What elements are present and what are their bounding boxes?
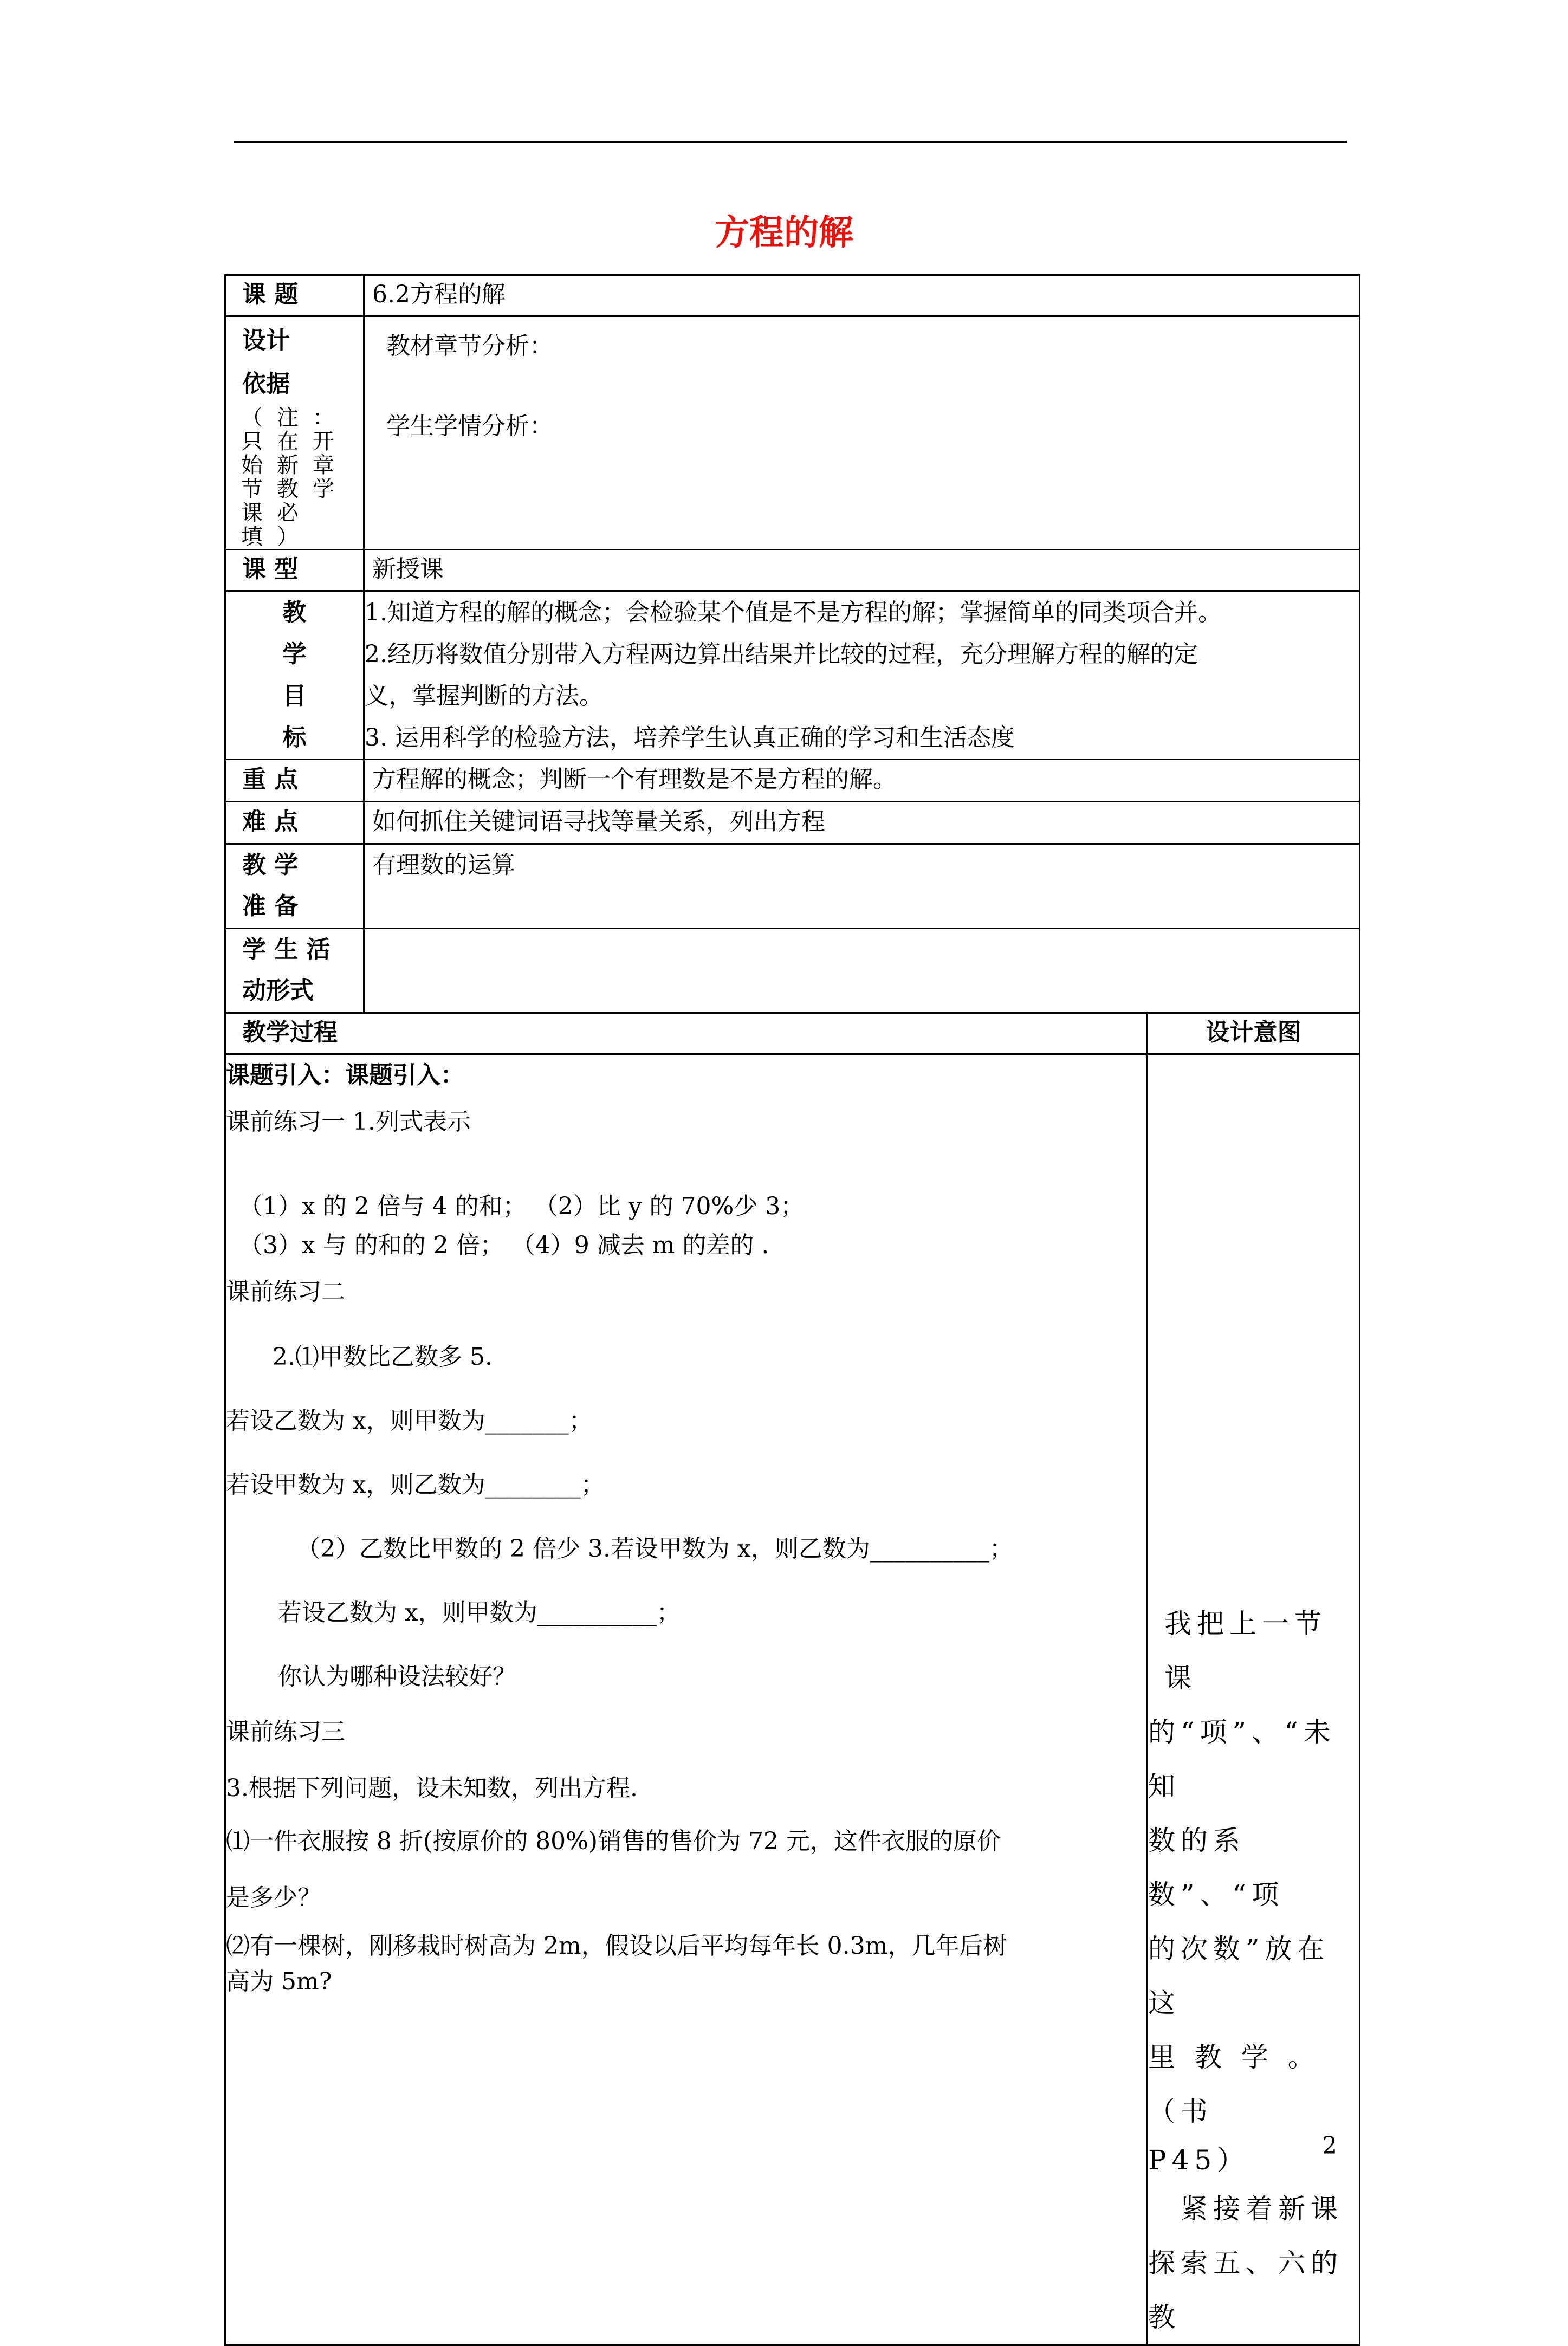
process-line: 3.根据下列问题，设未知数，列出方程. bbox=[226, 1774, 638, 1802]
intent-line: P45） bbox=[1148, 2144, 1250, 2176]
difficulty-value: 如何抓住关键词语寻找等量关系，列出方程 bbox=[364, 802, 1360, 844]
design-basis-label-cell bbox=[225, 316, 364, 550]
intent-line: 的次数”放在这 bbox=[1148, 1933, 1330, 2019]
preparation-value: 有理数的运算 bbox=[364, 844, 1360, 929]
process-line: 若设乙数为 x，则甲数为__________； bbox=[278, 1599, 681, 1626]
document-title: 方程的解 bbox=[715, 213, 853, 253]
goal-line: 2.经历将数值分别带入方程两边算出结果并比较的过程，充分理解方程的解的定 bbox=[365, 640, 1198, 668]
process-line: 是多少？ bbox=[226, 1884, 321, 1911]
goals-label: 教 学 目 标 bbox=[225, 591, 364, 760]
preparation-label: 教 学 准 备 bbox=[225, 844, 364, 929]
process-line: ⑵有一棵树，刚移栽时树高为 2m，假设以后平均每年长 0.3m，几年后树 bbox=[226, 1932, 1007, 1960]
key-point-label: 重 点 bbox=[225, 760, 364, 802]
intent-line: 数的系数”、“项 bbox=[1148, 1825, 1285, 1910]
goal-line: 3. 运用科学的检验方法，培养学生认真正确的学习和生活态度 bbox=[365, 724, 1015, 751]
process-line: 高为 5m? bbox=[226, 1968, 332, 1995]
key-point-value: 方程解的概念；判断一个有理数是不是方程的解。 bbox=[364, 760, 1360, 802]
design-basis-note: （注：只在开始新章节教学课必填） bbox=[241, 405, 348, 549]
page-number: 2 bbox=[1322, 2132, 1337, 2160]
lesson-type-value: 新授课 bbox=[364, 550, 1360, 591]
design-basis-content bbox=[364, 316, 1360, 550]
process-line: 若设甲数为 x，则乙数为________； bbox=[226, 1471, 605, 1499]
student-analysis-label: 学生学情分析： bbox=[386, 412, 553, 440]
topic-label: 课 题 bbox=[225, 275, 364, 316]
process-line: 2.⑴甲数比乙数多 5. bbox=[273, 1343, 493, 1371]
intent-header: 设计意图 bbox=[1148, 1013, 1360, 1054]
intent-line: 的“项”、“未知 bbox=[1148, 1716, 1336, 1802]
lesson-plan-table bbox=[224, 274, 1360, 2346]
activity-label: 学 生 活 动形式 bbox=[225, 929, 364, 1013]
design-basis-label-2: 依据 bbox=[242, 370, 290, 398]
process-line: （3）x 与 的和的 2 倍； （4）9 减去 m 的差的 . bbox=[239, 1232, 769, 1259]
intent-line: 我把上一节课 bbox=[1164, 1608, 1327, 1694]
process-line: 课题引入：课题引入： bbox=[226, 1061, 464, 1089]
activity-value bbox=[364, 929, 1360, 1013]
design-basis-label-1: 设计 bbox=[242, 327, 290, 354]
goals-content bbox=[364, 591, 1360, 760]
process-content bbox=[225, 1054, 1148, 2345]
process-line: 课前练习三 bbox=[226, 1718, 345, 1746]
difficulty-label: 难 点 bbox=[225, 802, 364, 844]
topic-value: 6.2方程的解 bbox=[364, 275, 1360, 316]
process-line: 课前练习二 bbox=[226, 1278, 345, 1306]
process-header: 教学过程 bbox=[225, 1013, 1148, 1054]
intent-line: 里 教 学 。（书 bbox=[1148, 2042, 1320, 2127]
goal-line: 1.知道方程的解的概念；会检验某个值是不是方程的解；掌握简单的同类项合并。 bbox=[365, 599, 1222, 626]
intent-line: 紧接着新课 bbox=[1181, 2193, 1343, 2225]
lesson-type-label: 课 型 bbox=[225, 550, 364, 591]
process-line: ⑴一件衣服按 8 折(按原价的 80%)销售的售价为 72 元，这件衣服的原价 bbox=[226, 1827, 1001, 1855]
process-line: （1）x 的 2 倍与 4 的和； （2）比 y 的 70%少 3； bbox=[239, 1193, 805, 1220]
process-line: 若设乙数为 x，则甲数为_______； bbox=[226, 1407, 593, 1435]
process-line: 你认为哪种设法较好？ bbox=[278, 1663, 516, 1690]
header-rule bbox=[234, 141, 1347, 143]
intent-line: 探索五、六的教 bbox=[1148, 2247, 1343, 2333]
process-line: （2）乙数比甲数的 2 倍少 3.若设甲数为 x，则乙数为__________； bbox=[296, 1535, 1013, 1563]
goal-line: 义，掌握判断的方法。 bbox=[365, 682, 603, 710]
process-line: 课前练习一 1.列式表示 bbox=[226, 1108, 471, 1136]
textbook-analysis-label: 教材章节分析： bbox=[386, 332, 553, 360]
